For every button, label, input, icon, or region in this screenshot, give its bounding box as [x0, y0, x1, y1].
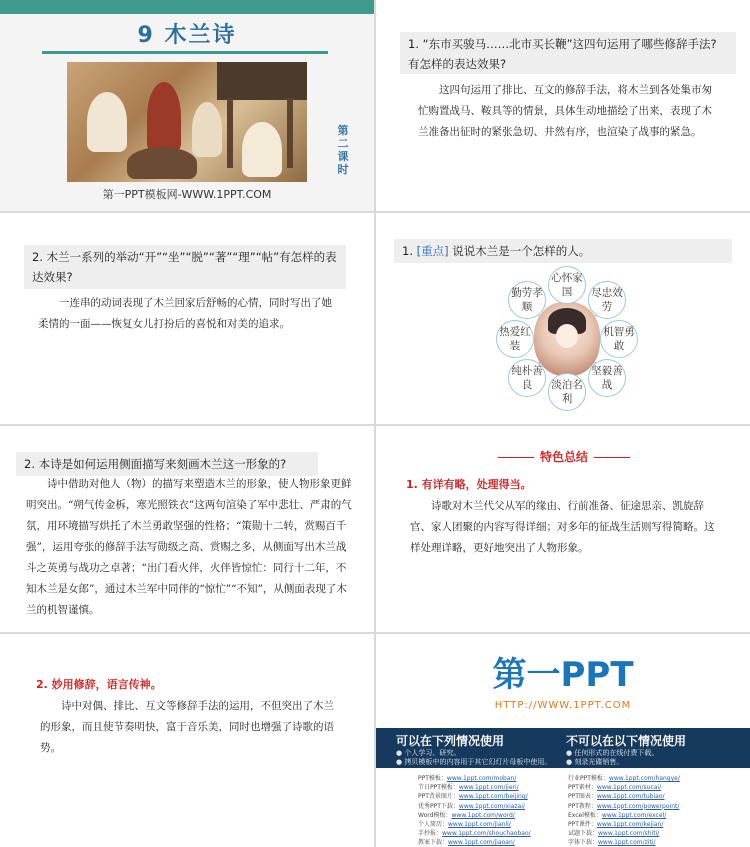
trait-node: 机智勇敢 — [600, 320, 638, 358]
section-heading: 特色总结 — [539, 450, 588, 464]
slide-question-1[interactable] — [376, 0, 750, 211]
mulan-portrait — [534, 302, 600, 376]
link-row: PPT素材：www.1ppt.com/sucai/ — [568, 784, 662, 792]
question-box: 1. “东市买骏马……北市买长鞭”这四句运用了哪些修辞手法?有怎样的表达效果? — [400, 32, 736, 74]
link-row: Excel模板：www.1ppt.com/excel/ — [568, 811, 667, 819]
title-top-bar — [0, 0, 374, 14]
link-row: 试题下载：www.1ppt.com/shiti/ — [568, 830, 660, 838]
summary-text: 诗中对偶、排比、互文等修辞手法的运用，不但突出了木兰的形象，而且使节奏明快，富于音乐美，同时也增强了诗歌的语势。 — [40, 700, 334, 754]
link-row: PPT背景图片：www.1ppt.com/beijing/ — [418, 793, 528, 801]
site-caption: 第一PPT模板网-WWW.1PPT.COM — [102, 188, 272, 201]
usage-band — [376, 728, 750, 768]
allowed-item: ● 个人学习、研究。 — [396, 749, 461, 757]
resource-link[interactable]: www.1ppt.com/jieri/ — [458, 784, 519, 792]
resource-link[interactable]: www.1ppt.com/jiaoan/ — [448, 839, 515, 847]
link-row: 行业PPT模板：www.1ppt.com/hangye/ — [568, 775, 680, 782]
slide-title[interactable] — [0, 0, 374, 211]
trait-node: 勤劳孝顺 — [508, 281, 546, 319]
resource-link[interactable]: www.1ppt.com/xiazai/ — [458, 802, 525, 810]
resource-link[interactable]: www.1ppt.com/ziti/ — [598, 839, 656, 847]
forbidden-item: ● 任何形式的在线付费下载。 — [566, 749, 659, 757]
answer-text: 诗中借助对他人（物）的描写来塑造木兰的形象，使人物形象更鲜明突出。“朔气传金柝，寒光照铁衣”这两句渲染了军中悲壮、严肃的气氛，用环境描写烘托了木兰勇敢坚强的性格；“策勋十二转，赏赐百千强”，运用夸张的修辞手法写勋级之高、赏赐之多，从侧面写出木兰战斗之英勇与战功之卓著；“出门看火伴，火伴皆惊忙：同行十二年，不知木兰是女郎”，通过木兰军中同伴的“惊忙”“不知”，从侧面表现了木兰的机智谨慎。 — [26, 478, 352, 616]
link-row: 优秀PPT下载：www.1ppt.com/xiazai/ — [418, 802, 525, 810]
resource-link[interactable]: www.1ppt.com/powerpoint/ — [596, 802, 680, 810]
summary-point: 1. 有详有略，处理得当。 — [406, 478, 532, 491]
summary-text: 诗歌对木兰代父从军的缘由、行前准备、征途思亲、凯旋辞官、家人团聚的内容写得详细；对多年的征战生活则写得简略。这样处理详略，更好地突出了人物形象。 — [410, 500, 715, 554]
slide-summary-2[interactable] — [0, 634, 374, 847]
brand-logo — [468, 654, 658, 694]
allowed-item: ● 拷贝模板中的内容用于其它幻灯片母板中使用。 — [396, 758, 552, 766]
resource-link[interactable]: www.1ppt.com/shouchaobao/ — [442, 830, 531, 838]
trait-node: 坚毅善战 — [588, 359, 626, 397]
resource-link[interactable]: www.1ppt.com/tubiao/ — [596, 793, 665, 801]
resource-link[interactable]: www.1ppt.com/jianli/ — [448, 821, 511, 829]
resource-link[interactable]: www.1ppt.com/hangye/ — [608, 775, 680, 782]
trait-node: 热爱红装 — [496, 320, 534, 358]
link-row: PPT图表：www.1ppt.com/tubiao/ — [568, 793, 665, 801]
forbidden-heading: 不可以在以下情况使用 — [566, 734, 687, 748]
link-row: 节日PPT模板：www.1ppt.com/jieri/ — [418, 784, 519, 792]
question-text: 说说木兰是一个怎样的人。 — [452, 244, 591, 258]
lesson-period-label: 第二课时 — [337, 124, 349, 176]
link-row: 手抄报：www.1ppt.com/shouchaobao/ — [418, 830, 531, 838]
resource-link[interactable]: www.1ppt.com/excel/ — [601, 811, 667, 819]
trait-node: 淡泊名利 — [548, 373, 586, 411]
lesson-title: 9 木兰诗 — [137, 23, 237, 48]
brand-url[interactable]: HTTP://WWW.1PPT.COM — [494, 700, 632, 711]
left-link-list — [418, 774, 531, 847]
question-box: 2. 本诗是如何运用侧面描写来刻画木兰这一形象的? — [16, 452, 318, 476]
resource-link[interactable]: www.1ppt.com/shiti/ — [598, 830, 660, 838]
mulan-painting-illustration — [67, 62, 307, 182]
link-row: 教案下载：www.1ppt.com/jiaoan/ — [418, 839, 515, 847]
link-row: Word模板：www.1ppt.com/word/ — [418, 811, 515, 819]
link-row: PPT模板：www.1ppt.com/moban/ — [418, 775, 517, 782]
link-row: PPT课件：www.1ppt.com/kejian/ — [568, 821, 664, 829]
slide-summary-1[interactable] — [376, 426, 750, 632]
brand-logo-text: 第一PPT — [492, 655, 634, 694]
summary-point: 2. 妙用修辞，语言传神。 — [36, 678, 162, 691]
forbidden-item: ● 刻录光碟销售。 — [566, 758, 624, 766]
slide-question-3[interactable] — [0, 426, 374, 632]
question-box: 2. 木兰一系列的举动“开”“坐”“脱”“著”“理”“帖”有怎样的表达效果? — [24, 245, 346, 289]
question-number: 1. — [402, 244, 413, 258]
allowed-heading: 可以在下列情况使用 — [396, 734, 505, 748]
trait-node: 心怀家国 — [548, 266, 586, 304]
heading-rule-right — [594, 457, 630, 458]
right-link-list — [568, 774, 680, 847]
link-row: PPT教程：www.1ppt.com/powerpoint/ — [568, 802, 680, 810]
resource-link[interactable]: www.1ppt.com/word/ — [451, 811, 515, 819]
slide-usage-terms[interactable] — [376, 634, 750, 847]
link-row: 个人简历：www.1ppt.com/jianli/ — [418, 821, 511, 829]
resource-link[interactable]: www.1ppt.com/kejian/ — [596, 821, 664, 829]
resource-link[interactable]: www.1ppt.com/sucai/ — [596, 784, 662, 792]
slide-question-2[interactable] — [0, 213, 374, 424]
heading-rule-left — [498, 457, 534, 458]
key-point-tag: [重点] — [416, 244, 449, 258]
trait-node: 尽忠效劳 — [588, 281, 626, 319]
answer-text: 这四句运用了排比、互文的修辞手法，将木兰到各处集市匆忙购置战马、鞍具等的情景，具体生动地描绘了出来，表现了木兰准备出征时的紧张急切、井然有序，也渲染了战事的紧急。 — [418, 84, 712, 138]
answer-text: 一连串的动词表现了木兰回家后舒畅的心情，同时写出了她柔情的一面——恢复女儿打扮后的喜悦和对美的追求。 — [38, 297, 332, 330]
trait-node: 纯朴善良 — [508, 359, 546, 397]
resource-link[interactable]: www.1ppt.com/beijing/ — [458, 793, 528, 801]
link-row: 字体下载：www.1ppt.com/ziti/ — [568, 839, 656, 847]
resource-link[interactable]: www.1ppt.com/moban/ — [446, 775, 517, 782]
title-underline — [42, 51, 328, 54]
